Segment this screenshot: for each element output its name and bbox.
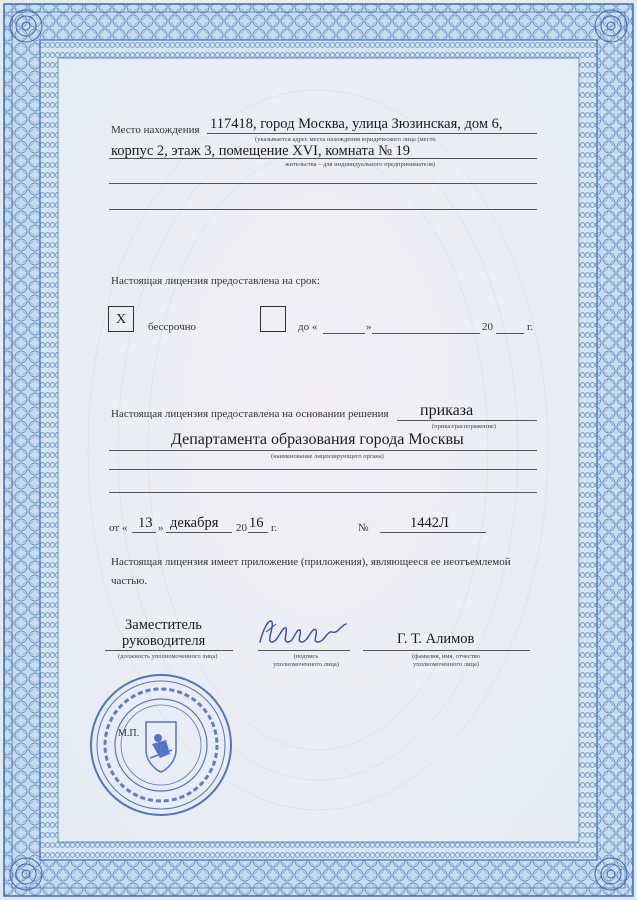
name-caption-2: уполномоченного лица): [413, 661, 479, 668]
blank-line-3: [109, 469, 537, 470]
date-quote-close: »: [158, 522, 164, 534]
name-caption-1: (фамилия, имя, отчество: [412, 653, 480, 660]
until-day-line: [323, 333, 365, 334]
date-month: декабря: [170, 515, 219, 531]
until-prefix: до «: [298, 321, 318, 333]
date-year-line: [248, 532, 268, 533]
signature-caption-2: уполномоченного лица): [273, 661, 339, 668]
date-day-line: [132, 532, 156, 533]
until-year-line: [496, 333, 524, 334]
authority-underline: [109, 450, 537, 451]
signature-underline: [258, 650, 350, 651]
license-number: 1442Л: [410, 515, 449, 531]
date-g: г.: [271, 522, 278, 534]
blank-line-4: [109, 492, 537, 493]
until-month-line: [372, 333, 480, 334]
decision-underline: [397, 420, 537, 421]
until-quote-close: »: [366, 321, 372, 333]
until-year-prefix: 20: [482, 321, 493, 333]
location-label: Место нахождения: [111, 124, 200, 136]
location-caption-2: жительства – для индивидуального предпринимателя): [285, 161, 436, 168]
appendix-line2: частью.: [111, 575, 148, 587]
authority-caption: (наименование лицензирующего органа): [271, 453, 384, 460]
date-year-prefix: 20: [236, 522, 247, 534]
date-year-suffix: 16: [249, 515, 264, 531]
licensing-authority: Департамента образования города Москвы: [171, 431, 464, 448]
location-underline-1: [207, 133, 537, 134]
position-caption: (должность уполномоченного лица): [118, 653, 218, 660]
location-address-line1: 117418, город Москва, улица Зюзинская, дом 6,: [210, 116, 503, 132]
until-date-checkbox: [260, 306, 286, 332]
appendix-line1: Настоящая лицензия имеет приложение (приложения), являющееся ее неотъемлемой: [111, 556, 511, 568]
signatory-position-line2: руководителя: [122, 633, 206, 649]
decision-caption: (приказ/распоряжение): [432, 423, 496, 430]
license-number-line: [380, 532, 486, 533]
signature-caption-1: (подпись: [293, 653, 319, 660]
name-underline: [363, 650, 530, 651]
term-label: Настоящая лицензия предоставлена на срок:: [111, 275, 320, 287]
license-number-sign: №: [358, 522, 369, 534]
signatory-position-line1: Заместитель: [125, 617, 202, 633]
date-day: 13: [138, 515, 153, 531]
decision-type: приказа: [420, 402, 474, 419]
blank-line-1: [109, 183, 537, 184]
blank-line-2: [109, 209, 537, 210]
official-stamp: [88, 672, 234, 818]
until-year-suffix: г.: [527, 321, 534, 333]
basis-label: Настоящая лицензия предоставлена на основании решения: [111, 408, 389, 420]
indefinite-label: бессрочно: [148, 321, 197, 333]
date-from: от «: [109, 522, 128, 534]
location-caption-1: (указывается адрес места нахождения юридического лица (место: [255, 136, 436, 143]
position-underline: [105, 650, 233, 651]
stamp-place-mp: М.П.: [118, 728, 140, 739]
handwritten-signature: [252, 612, 352, 652]
indefinite-checkbox: X: [108, 306, 134, 332]
signatory-name: Г. Т. Алимов: [397, 631, 475, 647]
location-address-line2: корпус 2, этаж 3, помещение XVI, комната № 19: [111, 143, 411, 159]
date-month-line: [166, 532, 232, 533]
location-underline-2: [109, 158, 537, 159]
